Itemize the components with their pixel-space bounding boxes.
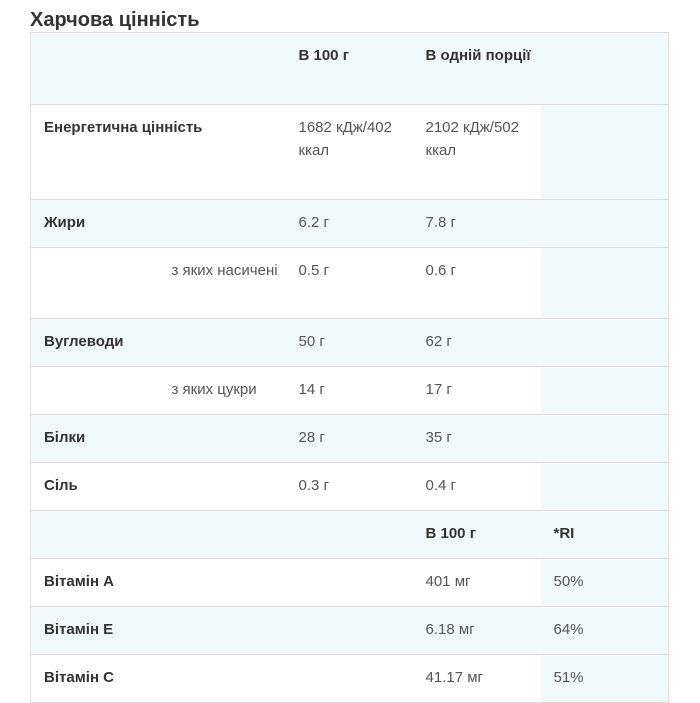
- value-per-serving: 7.8 г: [413, 200, 541, 248]
- empty-cell: [541, 105, 669, 200]
- row-label: Жири: [31, 200, 286, 248]
- vitamins-header-row: [31, 511, 669, 559]
- value-per-100g: 14 г: [286, 367, 413, 415]
- value-per-serving: 0.6 г: [413, 248, 541, 319]
- value-per-serving: 2102 кДж/502 ккал: [413, 105, 541, 200]
- header-ri: *RI: [541, 511, 669, 559]
- header-per-100g: В 100 г: [413, 511, 541, 559]
- table-row: [31, 105, 669, 200]
- table-row: [31, 655, 669, 703]
- value-per-100g: 50 г: [286, 319, 413, 367]
- empty-cell: [541, 463, 669, 511]
- header-per-100g: В 100 г: [286, 33, 413, 105]
- value-ri: 50%: [541, 559, 669, 607]
- value-per-100g: 1682 кДж/402 ккал: [286, 105, 413, 200]
- empty-cell: [31, 367, 159, 415]
- row-sublabel: з яких насичені: [159, 248, 286, 319]
- value-ri: 64%: [541, 607, 669, 655]
- empty-cell: [541, 200, 669, 248]
- table-row: [31, 248, 669, 319]
- value-per-100g: 41.17 мг: [413, 655, 541, 703]
- empty-cell: [541, 367, 669, 415]
- row-label: Вуглеводи: [31, 319, 286, 367]
- header-empty-cell: [541, 33, 669, 105]
- value-per-serving: 17 г: [413, 367, 541, 415]
- value-per-100g: 401 мг: [413, 559, 541, 607]
- empty-cell: [541, 319, 669, 367]
- table-row: [31, 607, 669, 655]
- table-row: [31, 367, 669, 415]
- row-label: Енергетична цінність: [31, 105, 286, 200]
- value-per-serving: 0.4 г: [413, 463, 541, 511]
- table-row: [31, 200, 669, 248]
- table-row: [31, 559, 669, 607]
- value-per-100g: 6.18 мг: [413, 607, 541, 655]
- row-label: Білки: [31, 415, 286, 463]
- row-label: Вітамін С: [31, 655, 413, 703]
- row-sublabel: з яких цукри: [159, 367, 286, 415]
- value-per-serving: 35 г: [413, 415, 541, 463]
- value-per-100g: 6.2 г: [286, 200, 413, 248]
- value-per-100g: 0.3 г: [286, 463, 413, 511]
- row-label: Сіль: [31, 463, 286, 511]
- value-per-100g: 0.5 г: [286, 248, 413, 319]
- row-label: Вітамін Е: [31, 607, 413, 655]
- page-title: Харчова цінність: [30, 9, 200, 31]
- empty-cell: [541, 415, 669, 463]
- table-row: [31, 319, 669, 367]
- header-empty-cell: [31, 511, 413, 559]
- header-empty-cell: [31, 33, 286, 105]
- row-label: Вітамін А: [31, 559, 413, 607]
- empty-cell: [31, 248, 159, 319]
- value-per-serving: 62 г: [413, 319, 541, 367]
- table-row: [31, 463, 669, 511]
- value-ri: 51%: [541, 655, 669, 703]
- nutrition-table: [30, 32, 669, 703]
- table-header-row: [31, 33, 669, 105]
- empty-cell: [541, 248, 669, 319]
- header-per-serving: В одній порції: [413, 33, 541, 105]
- value-per-100g: 28 г: [286, 415, 413, 463]
- table-row: [31, 415, 669, 463]
